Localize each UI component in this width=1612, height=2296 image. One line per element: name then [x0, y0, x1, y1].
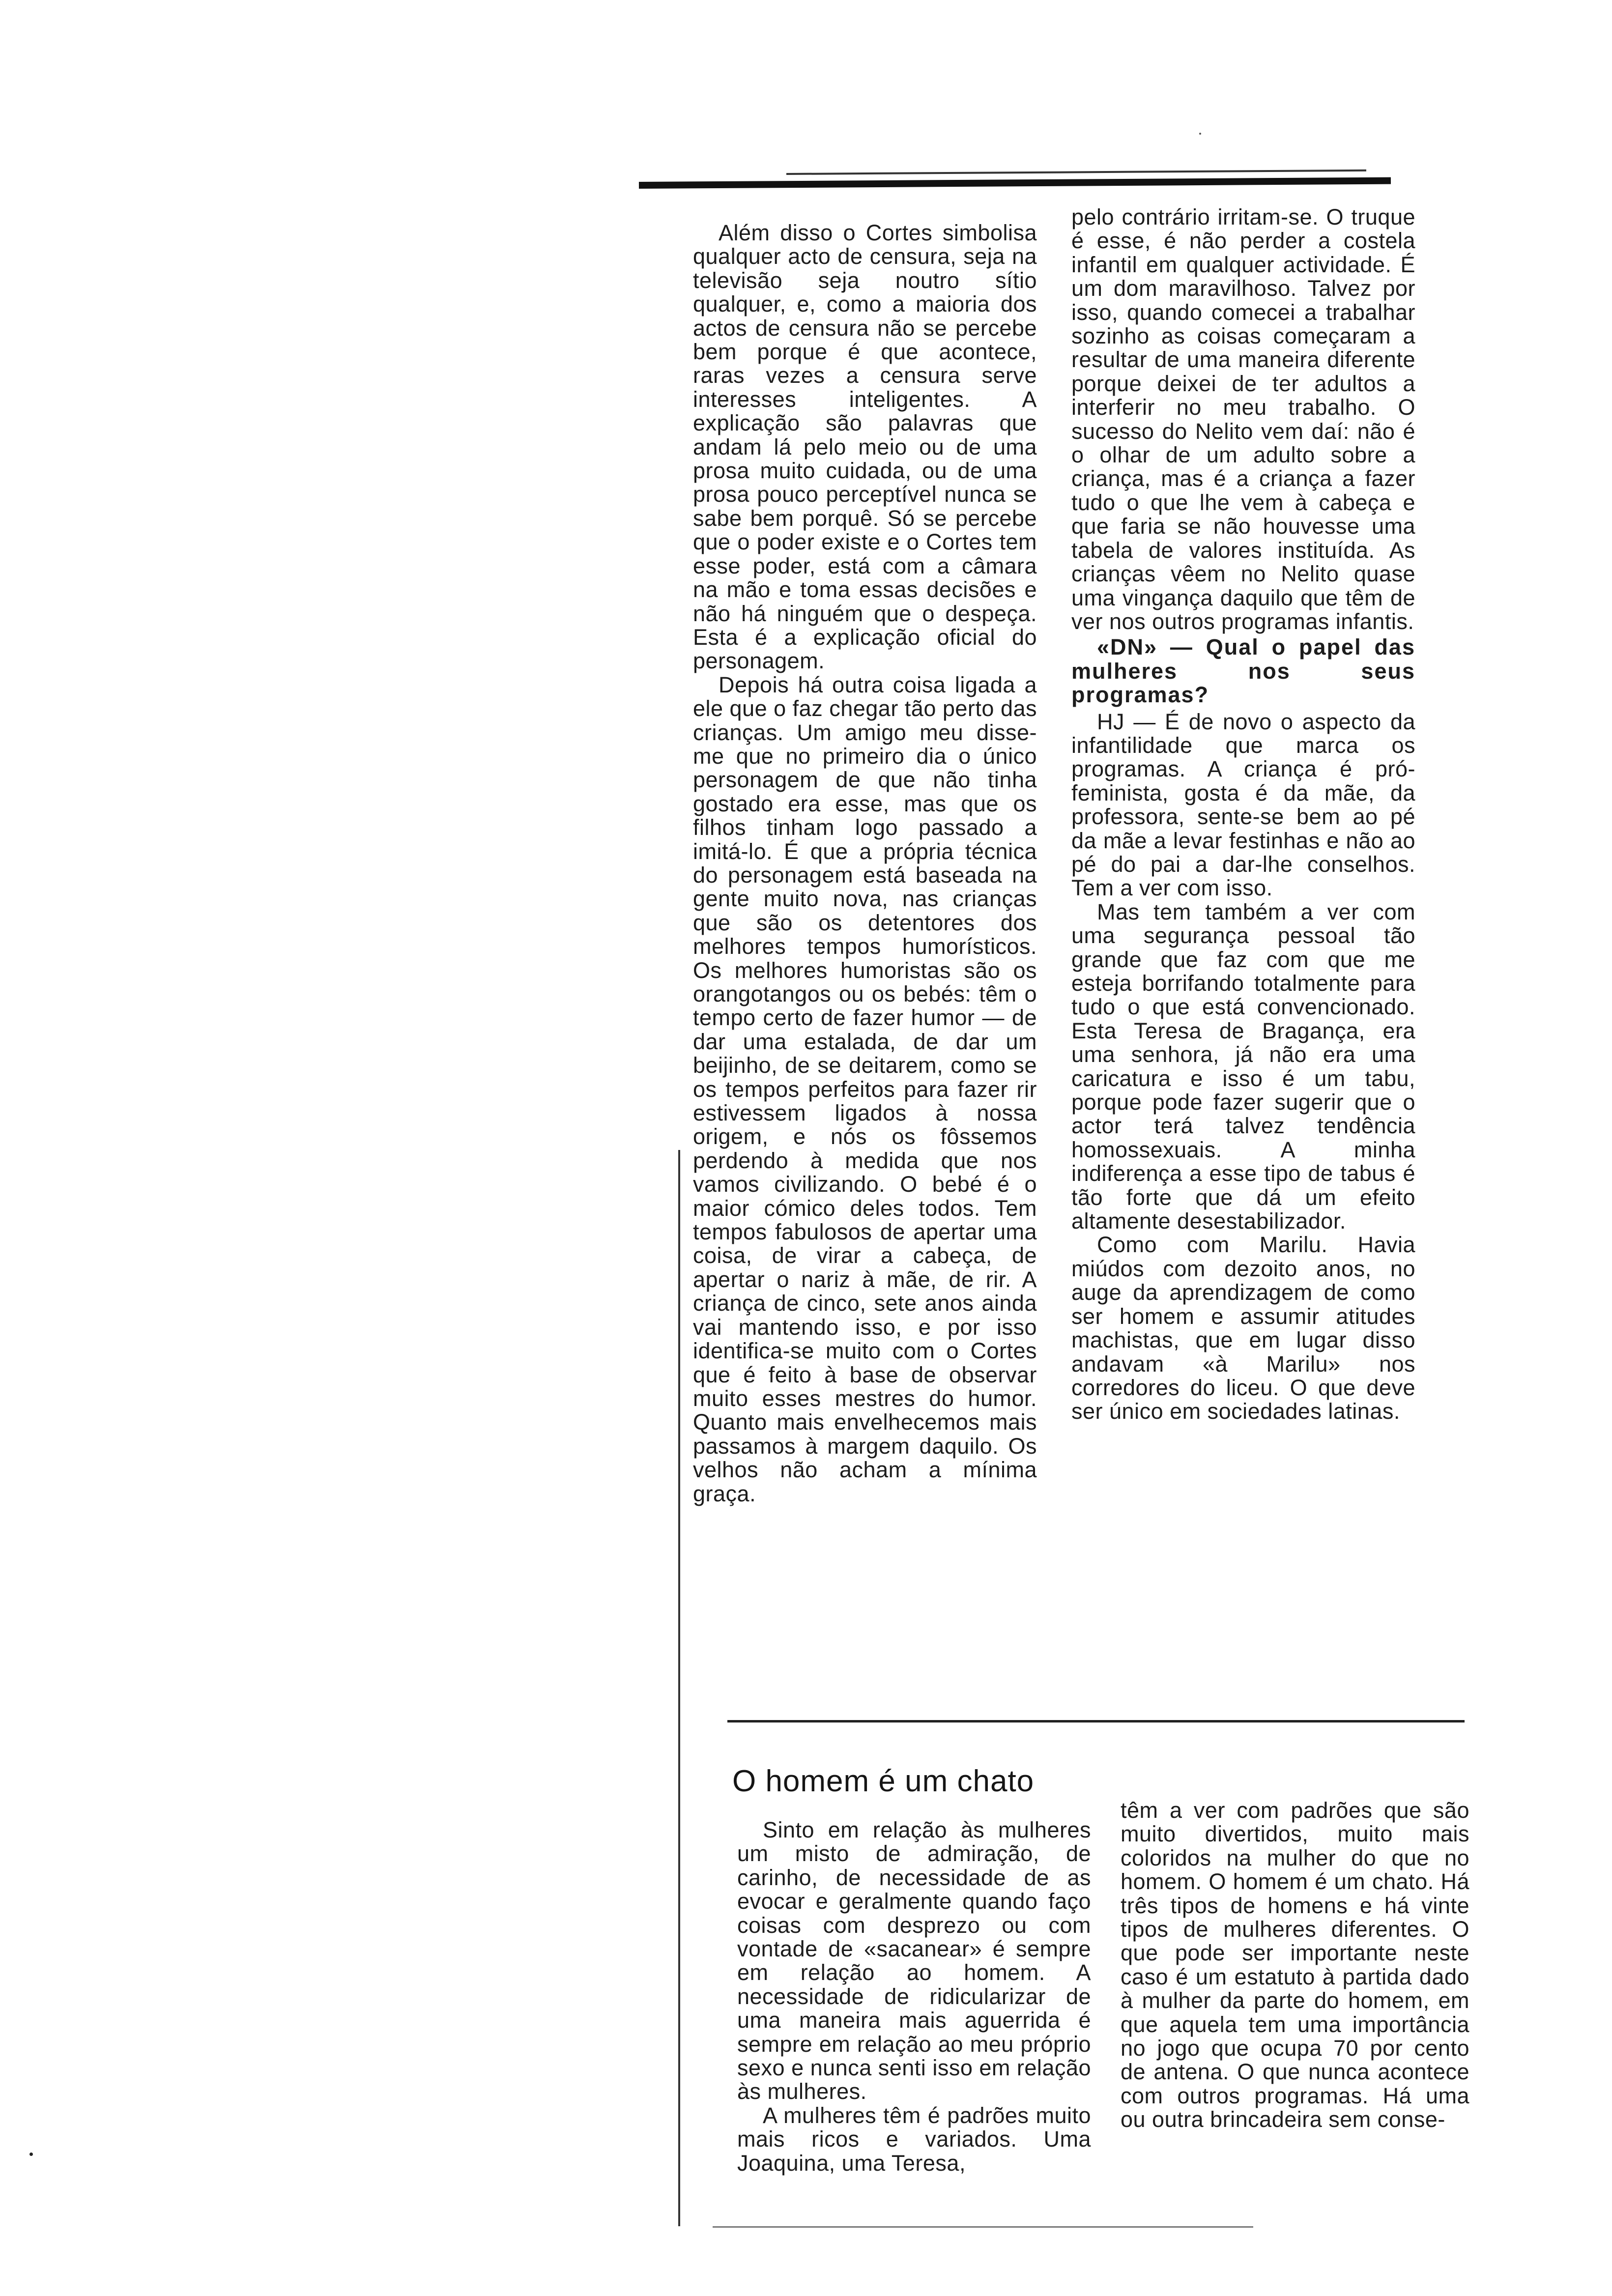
top-rule-thin — [786, 170, 1366, 175]
paragraph: têm a ver com padrões que são muito divertidos, muito mais coloridos na mulher do que no homem. O homem é um chato. Há três tipos de homens e há vinte tipos de mulheres diferentes. O que pode ser importante neste caso é um estatuto à partida dado à mulher da parte do homem, em que aquela tem uma importância no jogo que ocupa 70 por cento de antena. O que nunca acontece com outros programas. Há uma ou outra brincadeira sem conse- — [1121, 1798, 1469, 2132]
paragraph: Depois há outra coisa ligada a ele que o faz chegar tão perto das crianças. Um amigo meu disse-me que no primeiro dia o único personagem de que não tinha gostado era esse, mas que os filhos tinham logo passado a imitá-lo. É que a própria técnica do personagem está baseada na gente muito nova, nas crianças que são os detentores dos melhores tempos humorísticos. Os melhores humoristas são os orangotangos ou os bebés: têm o tempo certo de fazer humor — de dar uma estalada, de dar um beijinho, de se deitarem, como se os tempos perfeitos para fazer rir estivessem ligados à nossa origem, e nós os fôssemos perdendo à medida que nos vamos civilizando. O bebé é o maior cómico deles todos. Tem tempos fabulosos de apertar uma coisa, de virar a cabeça, de apertar o nariz à mãe, de rir. A criança de cinco, sete anos ainda vai mantendo isso, e por isso identifica-se muito com o Cortes que é feito à base de observar muito esses mestres do humor. Quanto mais envelhecemos mais passamos à margem daquilo. Os velhos não acham a mínima graça. — [693, 672, 1037, 1506]
section-heading: O homem é um chato — [732, 1764, 1035, 1798]
scan-speck — [1199, 133, 1201, 135]
newspaper-clipping — [639, 147, 1474, 2221]
paragraph: pelo contrário irritam-se. O truque é esse, é não perder a costela infantil em qualquer actividade. É um dom maravilhoso. Talvez por isso, quando comecei a trabalhar sozinho as coisas começaram a resultar de uma maneira diferente porque deixei de ter adultos a interferir no meu trabalho. O sucesso do Nelito vem daí: não é o olhar de um adulto sobre a criança, mas é a criança a fazer tudo o que lhe vem à cabeça e que faria se não houvesse uma tabela de valores instituída. As crianças vêem no Nelito quase uma vingança daquilo que têm de ver nos outros programas infantis. — [1071, 204, 1415, 634]
interview-question: «DN» — Qual o papel das mulheres nos seus programas? — [1071, 634, 1415, 708]
top-rule — [639, 177, 1391, 189]
scan-speck — [29, 2152, 33, 2156]
article-column-3 — [737, 1818, 1091, 2175]
interview-answer: HJ — É de novo o aspecto da infantilidade que marca os programas. A criança é pró-feminista, gosta é da mãe, da professora, sente-se bem ao pé da mãe a levar festinhas e não ao pé do pai a dar-lhe conselhos. Tem a ver com isso. — [1071, 709, 1415, 901]
article-column-4 — [1121, 1799, 1469, 2132]
bottom-rule — [713, 2226, 1253, 2228]
paragraph: Mas tem também a ver com uma segurança pessoal tão grande que faz com que me esteja borrifando totalmente para tudo o que está convencionado. Esta Teresa de Bragança, era uma senhora, já não era uma caricatura e isso é um tabu, porque pode fazer sugerir que o actor terá talvez tendência homossexuais. A minha indiferença a esse tipo de tabus é tão forte que dá um efeito altamente desestabilizador. — [1071, 899, 1415, 1234]
paragraph: Sinto em relação às mulheres um misto de admiração, de carinho, de necessidade de as evocar e geralmente quando faço coisas com desprezo ou com vontade de «sacanear» é sempre em relação ao homem. A necessidade de ridicularizar de uma maneira mais aguerrida é sempre em relação ao meu próprio sexo e nunca senti isso em relação às mulheres. — [737, 1817, 1091, 2104]
paragraph: A mulheres têm é padrões muito mais ricos e variados. Uma Joaquina, uma Teresa, — [737, 2102, 1091, 2176]
paragraph: Como com Marilu. Havia miúdos com dezoito anos, no auge da aprendizagem de como ser homem e assumir atitudes machistas, que em lugar disso andavam «à Marilu» nos corredores do liceu. O que deve ser único em sociedades latinas. — [1071, 1232, 1415, 1424]
article-column-1 — [693, 221, 1037, 1506]
section-rule — [727, 1720, 1465, 1722]
article-column-2 — [1071, 205, 1415, 1424]
paragraph: Além disso o Cortes simbolisa qualquer acto de censura, seja na televisão seja noutro sítio qualquer, e, como a maioria dos actos de censura não se percebe bem porque é que acontece, raras vezes a censura serve interesses inteligentes. A explicação são palavras que andam lá pelo meio ou de uma prosa muito cuidada, ou de uma prosa pouco perceptível nunca se sabe bem porquê. Só se percebe que o poder existe e o Cortes tem esse poder, está com a câmara na mão e toma essas decisões e não há ninguém que o despeça. Esta é a explicação oficial do personagem. — [693, 220, 1037, 674]
column-divider — [678, 1150, 680, 2226]
